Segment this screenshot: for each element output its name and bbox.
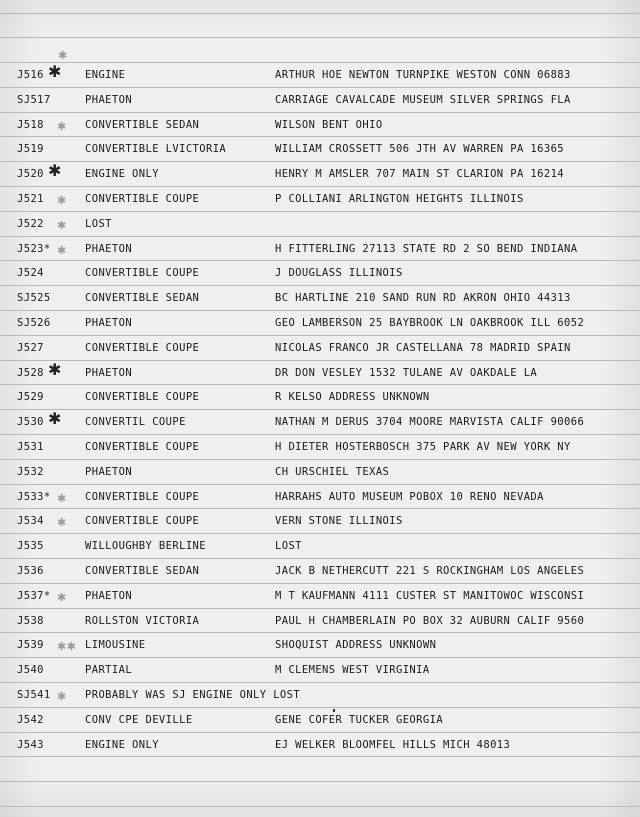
record-row bbox=[0, 241, 640, 257]
record-model: CONVERTIBLE COUPE bbox=[85, 193, 200, 205]
record-code: J519 bbox=[17, 143, 44, 155]
record-row bbox=[0, 117, 640, 133]
record-code: J532 bbox=[17, 466, 44, 478]
record-owner: CARRIAGE CAVALCADE MUSEUM SILVER SPRINGS FLA bbox=[275, 94, 571, 106]
record-owner: NATHAN M DERUS 3704 MOORE MARVISTA CALIF 90066 bbox=[275, 416, 585, 428]
record-row bbox=[0, 712, 640, 728]
record-code: J531 bbox=[17, 441, 44, 453]
pencil-tick-icon: ✱ bbox=[57, 244, 67, 257]
record-row bbox=[0, 464, 640, 480]
asterisk-mark-icon: ✱ bbox=[48, 360, 62, 379]
pencil-tick-icon: ✱ bbox=[57, 690, 67, 703]
pencil-tick-icon: ✱ bbox=[57, 219, 67, 232]
ruled-line bbox=[0, 136, 640, 137]
record-model: CONVERTIBLE COUPE bbox=[85, 515, 200, 527]
record-model: PHAETON bbox=[85, 317, 133, 329]
asterisk-mark-icon: ✱ bbox=[48, 161, 62, 180]
record-model: CONVERTIBLE COUPE bbox=[85, 441, 200, 453]
ruled-line bbox=[0, 161, 640, 162]
record-owner: HARRAHS AUTO MUSEUM POBOX 10 RENO NEVADA bbox=[275, 491, 544, 503]
ruled-line bbox=[0, 508, 640, 509]
record-owner: GENE COFER TUCKER GEORGIA bbox=[275, 714, 444, 726]
record-model: ENGINE ONLY bbox=[85, 739, 159, 751]
record-row bbox=[0, 563, 640, 579]
record-code: J527 bbox=[17, 342, 44, 354]
record-owner: M T KAUFMANN 4111 CUSTER ST MANITOWOC WISCONSI bbox=[275, 590, 585, 602]
pencil-mark-top: ✱ bbox=[58, 49, 68, 62]
record-model: LOST bbox=[85, 218, 112, 230]
ruled-line bbox=[0, 384, 640, 385]
record-row bbox=[0, 340, 640, 356]
record-code: J543 bbox=[17, 739, 44, 751]
record-row bbox=[0, 161, 640, 182]
ruled-line bbox=[0, 62, 640, 63]
record-row bbox=[0, 489, 640, 505]
record-code: J533* bbox=[17, 491, 51, 503]
record-model: LIMOUSINE bbox=[85, 639, 146, 651]
record-code: J521 bbox=[17, 193, 44, 205]
ruled-line bbox=[0, 260, 640, 261]
ruled-line bbox=[0, 285, 640, 286]
record-row bbox=[0, 92, 640, 108]
record-model: CONVERTIBLE COUPE bbox=[85, 342, 200, 354]
record-row bbox=[0, 315, 640, 331]
record-code: J518 bbox=[17, 119, 44, 131]
record-owner: R KELSO ADDRESS UNKNOWN bbox=[275, 391, 430, 403]
pencil-tick-icon: ✱ bbox=[57, 492, 67, 505]
record-row bbox=[0, 216, 640, 232]
record-owner: SHOQUIST ADDRESS UNKNOWN bbox=[275, 639, 437, 651]
record-row bbox=[0, 191, 640, 207]
record-model: PHAETON bbox=[85, 367, 133, 379]
record-code: J528 bbox=[17, 367, 44, 379]
record-owner: J DOUGLASS ILLINOIS bbox=[275, 267, 403, 279]
record-model: CONVERTIBLE SEDAN bbox=[85, 565, 200, 577]
record-model: CONVERTIBLE COUPE bbox=[85, 391, 200, 403]
record-row bbox=[0, 409, 640, 430]
record-row bbox=[0, 265, 640, 281]
ruled-line bbox=[0, 211, 640, 212]
record-model: CONVERTIL COUPE bbox=[85, 416, 186, 428]
record-owner: VERN STONE ILLINOIS bbox=[275, 515, 403, 527]
ruled-line bbox=[0, 583, 640, 584]
record-code: SJ526 bbox=[17, 317, 51, 329]
record-owner: LOST bbox=[275, 540, 302, 552]
record-model: PROBABLY WAS SJ ENGINE ONLY LOST bbox=[85, 689, 301, 701]
record-owner: BC HARTLINE 210 SAND RUN RD AKRON OHIO 44313 bbox=[275, 292, 571, 304]
record-row bbox=[0, 588, 640, 604]
ruled-line bbox=[0, 682, 640, 683]
record-code: J539 bbox=[17, 639, 44, 651]
record-row bbox=[0, 290, 640, 306]
record-code: SJ541 bbox=[17, 689, 51, 701]
ruled-line bbox=[0, 484, 640, 485]
record-code: J522 bbox=[17, 218, 44, 230]
record-code: J535 bbox=[17, 540, 44, 552]
ruled-line bbox=[0, 558, 640, 559]
ruled-line bbox=[0, 236, 640, 237]
record-code: J534 bbox=[17, 515, 44, 527]
record-row bbox=[0, 389, 640, 405]
record-owner: WILSON BENT OHIO bbox=[275, 119, 383, 131]
record-model: CONVERTIBLE LVICTORIA bbox=[85, 143, 227, 155]
record-owner: H DIETER HOSTERBOSCH 375 PARK AV NEW YORK NY bbox=[275, 441, 571, 453]
record-row bbox=[0, 662, 640, 678]
record-model: CONVERTIBLE SEDAN bbox=[85, 292, 200, 304]
record-row bbox=[0, 439, 640, 455]
record-model: PHAETON bbox=[85, 590, 133, 602]
record-code: J524 bbox=[17, 267, 44, 279]
record-owner: HENRY M AMSLER 707 MAIN ST CLARION PA 16214 bbox=[275, 168, 565, 180]
ruled-line bbox=[0, 608, 640, 609]
record-model: CONVERTIBLE COUPE bbox=[85, 491, 200, 503]
record-owner: DR DON VESLEY 1532 TULANE AV OAKDALE LA bbox=[275, 367, 538, 379]
record-model: ROLLSTON VICTORIA bbox=[85, 615, 200, 627]
record-row bbox=[0, 538, 640, 554]
record-model: PHAETON bbox=[85, 94, 133, 106]
record-owner: ARTHUR HOE NEWTON TURNPIKE WESTON CONN 06883 bbox=[275, 69, 571, 81]
asterisk-mark-icon: ✱ bbox=[48, 409, 62, 428]
record-row bbox=[0, 687, 640, 703]
ruled-line bbox=[0, 310, 640, 311]
ruled-line bbox=[0, 459, 640, 460]
asterisk-mark-icon: ✱ bbox=[48, 62, 62, 81]
record-row bbox=[0, 613, 640, 629]
ruled-line bbox=[0, 533, 640, 534]
record-code: J538 bbox=[17, 615, 44, 627]
ruled-line bbox=[0, 781, 640, 782]
ruled-line bbox=[0, 732, 640, 733]
record-row bbox=[0, 637, 640, 653]
record-owner: P COLLIANI ARLINGTON HEIGHTS ILLINOIS bbox=[275, 193, 524, 205]
record-owner: EJ WELKER BLOOMFEL HILLS MICH 48013 bbox=[275, 739, 511, 751]
record-model: WILLOUGHBY BERLINE bbox=[85, 540, 206, 552]
record-row bbox=[0, 141, 640, 157]
record-code: J537* bbox=[17, 590, 51, 602]
record-owner: GEO LAMBERSON 25 BAYBROOK LN OAKBROOK ILL 6052 bbox=[275, 317, 585, 329]
record-code: J520 bbox=[17, 168, 44, 180]
ruled-line bbox=[0, 806, 640, 807]
record-owner: M CLEMENS WEST VIRGINIA bbox=[275, 664, 430, 676]
record-code: SJ525 bbox=[17, 292, 51, 304]
record-owner: WILLIAM CROSSETT 506 JTH AV WARREN PA 16365 bbox=[275, 143, 565, 155]
ruled-line bbox=[0, 186, 640, 187]
record-owner: JACK B NETHERCUTT 221 S ROCKINGHAM LOS ANGELES bbox=[275, 565, 585, 577]
record-row bbox=[0, 360, 640, 381]
ruled-line bbox=[0, 37, 640, 38]
record-row bbox=[0, 737, 640, 753]
record-owner: NICOLAS FRANCO JR CASTELLANA 78 MADRID SPAIN bbox=[275, 342, 571, 354]
record-code: J529 bbox=[17, 391, 44, 403]
record-model: CONV CPE DEVILLE bbox=[85, 714, 193, 726]
ruled-line bbox=[0, 13, 640, 14]
record-model: CONVERTIBLE COUPE bbox=[85, 267, 200, 279]
ruled-line bbox=[0, 409, 640, 410]
ruled-line bbox=[0, 657, 640, 658]
ruled-line bbox=[0, 707, 640, 708]
ruled-line bbox=[0, 756, 640, 757]
record-model: ENGINE ONLY bbox=[85, 168, 159, 180]
record-model: PARTIAL bbox=[85, 664, 133, 676]
pencil-tick-icon: ✱ bbox=[57, 194, 67, 207]
record-model: PHAETON bbox=[85, 243, 133, 255]
ruled-line bbox=[0, 360, 640, 361]
record-code: SJ517 bbox=[17, 94, 51, 106]
pencil-tick-icon: ✱ bbox=[57, 591, 67, 604]
record-model: PHAETON bbox=[85, 466, 133, 478]
pencil-tick-icon: ✱ bbox=[57, 120, 67, 133]
ruled-line bbox=[0, 335, 640, 336]
pencil-tick-icon: ✱ bbox=[57, 516, 67, 529]
record-owner: CH URSCHIEL TEXAS bbox=[275, 466, 390, 478]
record-row bbox=[0, 62, 640, 83]
record-owner: PAUL H CHAMBERLAIN PO BOX 32 AUBURN CALIF 9560 bbox=[275, 615, 585, 627]
record-model: CONVERTIBLE SEDAN bbox=[85, 119, 200, 131]
record-owner: H FITTERLING 27113 STATE RD 2 SO BEND INDIANA bbox=[275, 243, 578, 255]
ruled-line bbox=[0, 87, 640, 88]
ruled-line bbox=[0, 632, 640, 633]
record-code: J523* bbox=[17, 243, 51, 255]
pencil-tick-icon: ✱✱ bbox=[57, 640, 77, 653]
ink-tick-mark bbox=[333, 709, 335, 712]
record-code: J516 bbox=[17, 69, 44, 81]
record-model: ENGINE bbox=[85, 69, 126, 81]
ruled-line bbox=[0, 112, 640, 113]
record-code: J542 bbox=[17, 714, 44, 726]
record-code: J530 bbox=[17, 416, 44, 428]
ruled-line bbox=[0, 434, 640, 435]
record-code: J536 bbox=[17, 565, 44, 577]
record-code: J540 bbox=[17, 664, 44, 676]
record-row bbox=[0, 513, 640, 529]
